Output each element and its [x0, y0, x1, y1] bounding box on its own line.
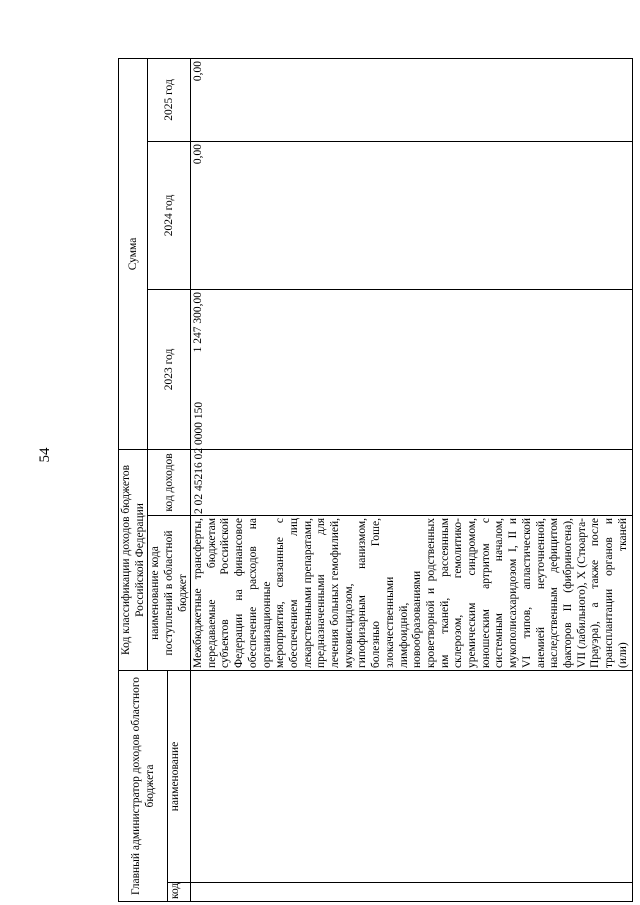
rotated-table-container — [118, 59, 629, 902]
cell-income-name: Межбюджетные трансферты, передаваемые бюджетам субъектов Российской Федерации на финансовое обеспечение расходов на организационные мероприятия, связанные с обеспечением лиц лекарственными препаратами, предназначенными для лечения больных гемофилией, муковисцидозом, гипофизарным нанизмом, болезнью Гоше, злокачественными лимфоидной, новообразованиями кроветворной и родственных им тканей, рассеянным склерозом, гемолитико-уремическим синдромом, юношеским артритом с системным началом, мукополисахаридозом I, II и VI типов, апластической анемией неуточненной, наследственным дефицитом факторов II (фибриногена), VII (лабильного), X (Стюарта-Прауэра), а также после трансплантации органов и (или) тканей — [191, 515, 633, 670]
page-number: 54 — [37, 447, 53, 463]
header-row-1 — [119, 58, 148, 901]
header-admin-name: наименование — [167, 670, 190, 882]
header-income-code: код доходов — [148, 449, 191, 515]
header-year-2025: 2025 год — [148, 58, 191, 141]
header-sum-group: Сумма — [119, 58, 148, 449]
cell-sum-2025: 0,00 — [191, 58, 633, 141]
cell-sum-2023: 1 247 300,00 — [191, 289, 633, 449]
header-income-name: наименование кода поступлений в областной бюджет — [148, 515, 191, 670]
income-table — [118, 58, 633, 902]
header-admin-group: Главный администратор доходов областного бюджета — [119, 670, 168, 901]
cell-admin-code — [191, 883, 633, 902]
header-year-2024: 2024 год — [148, 141, 191, 289]
cell-sum-2024: 0,00 — [191, 141, 633, 289]
cell-admin-name — [191, 670, 633, 882]
table-row — [191, 58, 633, 901]
header-admin-code: код — [167, 883, 190, 902]
header-year-2023: 2023 год — [148, 289, 191, 449]
header-classification-group: Код классификации доходов бюджетов Российской Федерации — [119, 449, 148, 670]
cell-income-code: 2 02 45216 02 0000 150 — [191, 449, 633, 515]
